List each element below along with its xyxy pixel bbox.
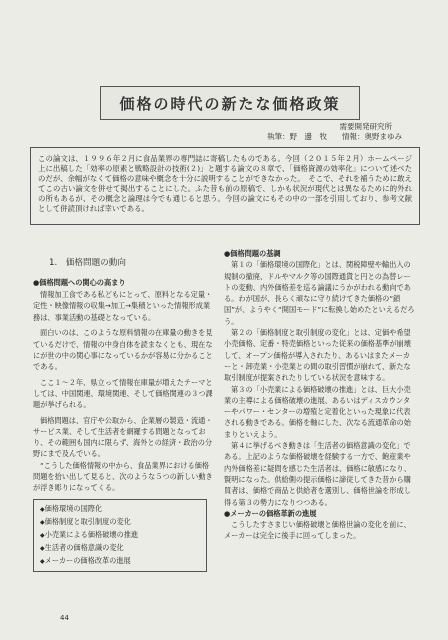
list-item: ◆ メーカーの価格改革の進展 (40, 555, 200, 568)
list-item: ◆ 生活者の価格意識の変化 (40, 542, 200, 555)
left-column (33, 258, 213, 572)
paragraph: 価格問題は、官庁や公取から、企業層の製造・流通・サービス業、そして生活者を網羅する問題となっており、その範囲も国内に限らず、海外との経済・政治の分野にまで及んでいる。 (33, 415, 213, 459)
paragraph: 第２の「価格制度と取引制度の変化」とは、定価や希望小売価格、定番・特売価格といった従来の価格基準が崩壊して、オープン価格が導入されたり、あるいはまたメーカーと・卸売業・小売業との間の取引習慣が崩れて、新たな取引制度が提案されたりしている状況を意味する。 (224, 328, 411, 383)
paragraph: 情報加工食である私どもにとって、原料となる定量・定性・映像情報の収集→加工→集積といった情報形成業務は、事業活動の基礎となっている。 (33, 289, 213, 323)
right-column (224, 248, 416, 542)
paragraph: 面白いのは、このような原料情報の在庫量の動きを見ているだけで、情報の中身自体を読まなくとも、現在なにが世の中の関心事になっているかが容易に分かることである。 (33, 328, 213, 372)
authors-line: 執筆：野 邊 牧 情報：奥野まゆみ (267, 132, 402, 141)
list-item: ◆ 小売業による価格破壊の推進 (40, 529, 200, 542)
subheading: ●価格問題の基調 (224, 249, 281, 258)
list-item: ◆ 価格環境の国際化 (40, 503, 200, 516)
paragraph: 第１の「価格環境の国際化」とは、関税障壁や輸出入の規制の撤廃、ドルやマルク等の国際通貨と円との為替レートの変動、内外価格差を巡る論議にうかがわれる動向である。わが国が、長らく頑なに守り続けてきた価格の“鎖国”が、ようやく“開国モード”に転換し始めたといえるだろう。 (224, 260, 415, 326)
paragraph: こうしたすさまじい価格破壊と価格世論の変化を前に、メーカーは完全に後手に回ってしまった。 (224, 520, 411, 541)
paragraph: 第３の「小売業による価格破壊の推進」とは、巨大小売業の主導による価格破壊の進展、あるいはディスカウンターやパワー・センターの増殖と定着化といった現象に代表される動きである。価格を軸にした、次なる流通革命の始まりといえよう。 (224, 384, 411, 439)
list-item: ◆ 価格制度と取引制度の変化 (40, 516, 200, 529)
organization: 需要開発研究所 (339, 122, 392, 131)
title-box (100, 86, 360, 120)
page-number: 44 (60, 614, 69, 622)
subheading: ●メーカーの価格革新の進展 (224, 508, 317, 518)
subheading: ●価格問題への関心の高まり (33, 278, 126, 288)
trend-list (33, 499, 207, 572)
paragraph: 第４に挙げるべき動きは「生活者の価格意識の変化」である。上記のような価格破壊を経験する一方で、飽産業や内外価格差に疑問を感じた生活者は、価格に敏感になり、賢明になった。供給側の提示価格に諦従してきた昔から購買者は、価格で商品と供給者を選別し、価格世論を形成し得る第３の勢力になりつつある。 (224, 441, 411, 507)
intro-box: この論文は、１９９６年２月に食品業界の専門誌に寄稿したものである。今回（２０１５年２月）ホームページ上に出稿した「効率の原素と戦略設計の技術(２)」と題する論文の８章で、「価格資源の効率化」について述べたのだが、余幅がなくて価格の意味や概念を十分に説明することができなかった。 そこで、それを補うために敢えてこの古い論文を併せて掲出することにした。ふた昔も前の原稿で、しかも状況が現代とは異なるために的外れの所もあるが、その概念と論理は今でも通じると思う。今回の論文にもその中の一部を引用しており、参考文献として併読頂ければ幸いである。 (30, 147, 420, 225)
paragraph: “こうした価格情報の中から、食品業界における価格問題を拾い出して見ると、次のような５つの新しい動きが浮き彫りになってくる。 (33, 460, 213, 493)
section-heading: 1. 価格問題の動向 (49, 258, 126, 268)
paragraph: ここ１～２年、県立って情報在庫量が増えたテーマとしては、中国関連、環境関連、そして価格関連の３つ課題が挙げられる。 (33, 377, 213, 410)
page-title: 価格の時代の新たな価格政策 (119, 94, 341, 113)
